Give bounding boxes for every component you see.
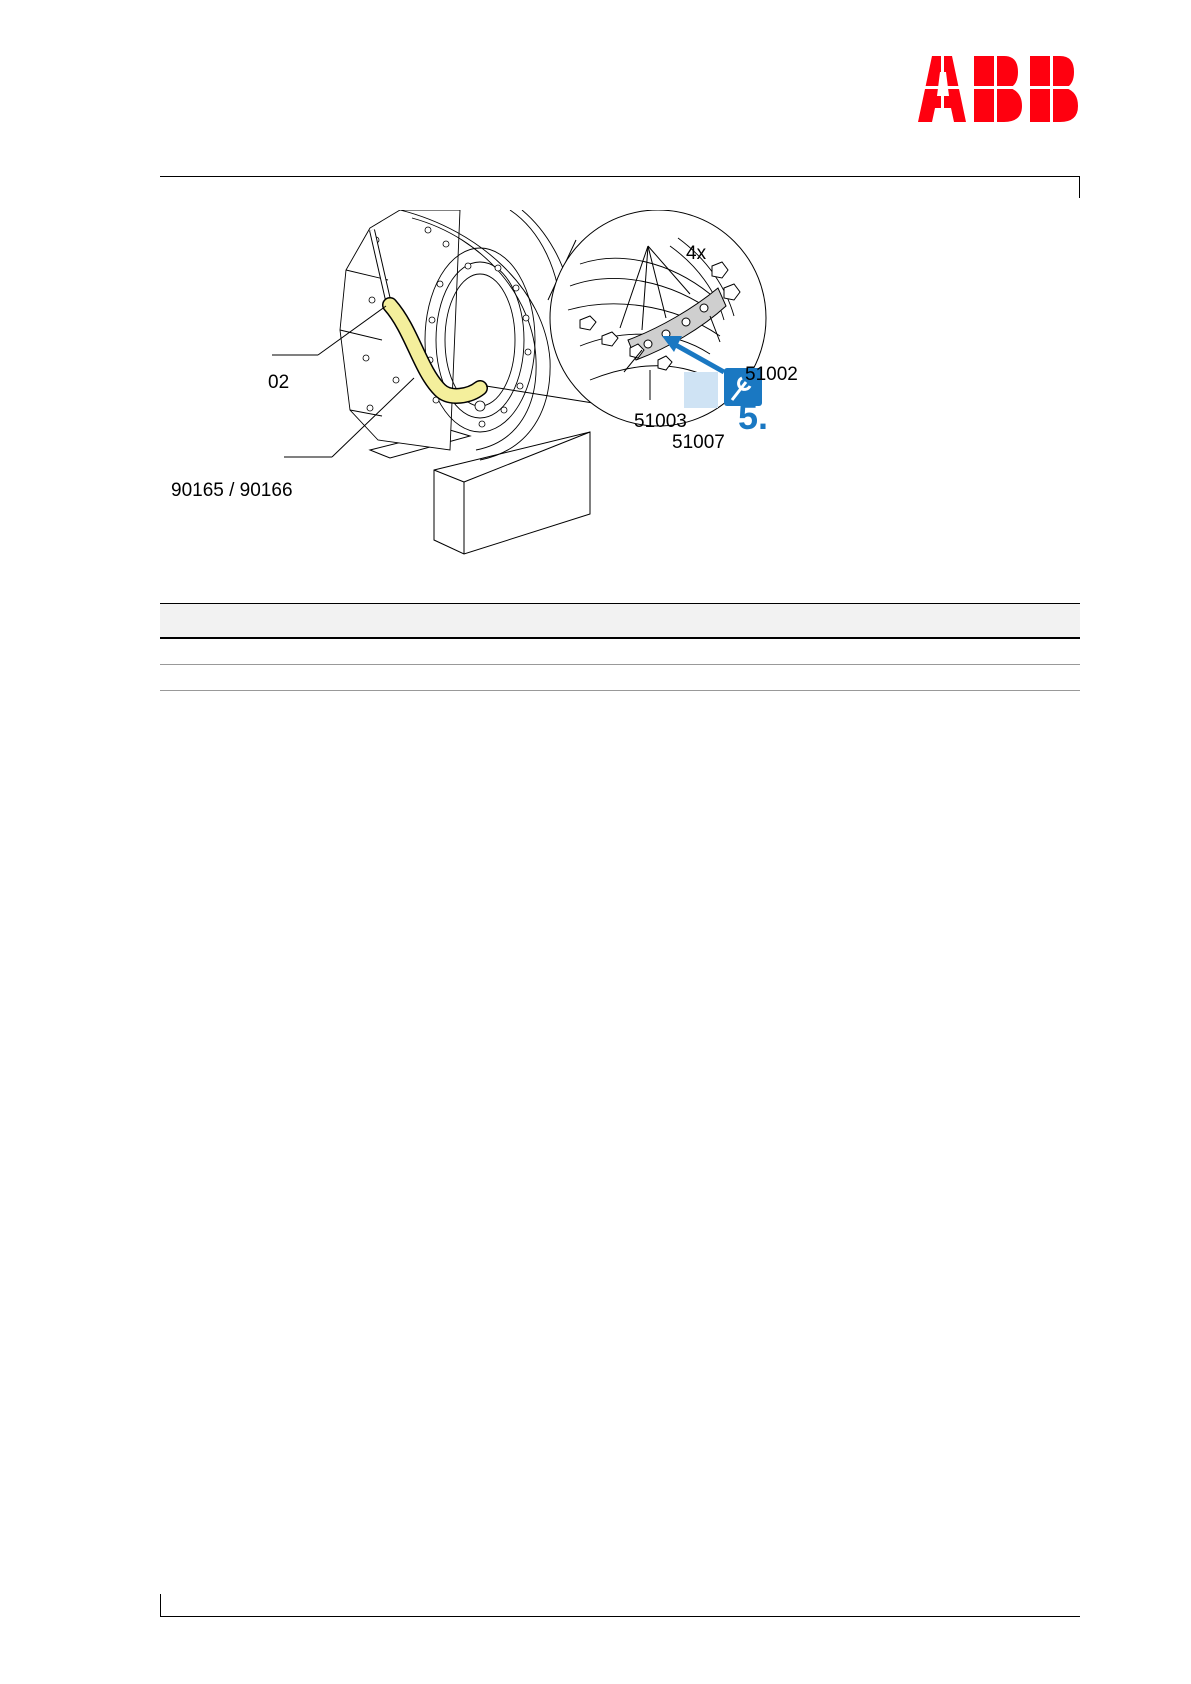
callout-51003: 51003 [634,411,687,432]
callout-qty-4x: 4x [686,243,707,264]
callout-51002: 51002 [745,364,798,385]
table-row-rule-2 [160,690,1080,691]
torque-icon-label: Nm [793,409,811,421]
footer-rule [160,1616,1080,1617]
base-block [370,430,590,554]
abb-logo [918,56,1080,122]
table-header-rule [160,637,1080,639]
table-row-rule-1 [160,664,1080,665]
callout-02: 02 [268,372,290,393]
step-number: 5. [738,396,769,437]
table-header-row [160,604,1080,638]
callout-51007: 51007 [672,432,725,453]
callout-90165-90166: 90165 / 90166 [171,480,293,501]
header-rule-tick [1079,176,1080,198]
header-rule [160,176,1080,177]
footer-rule-tick [160,1594,161,1616]
